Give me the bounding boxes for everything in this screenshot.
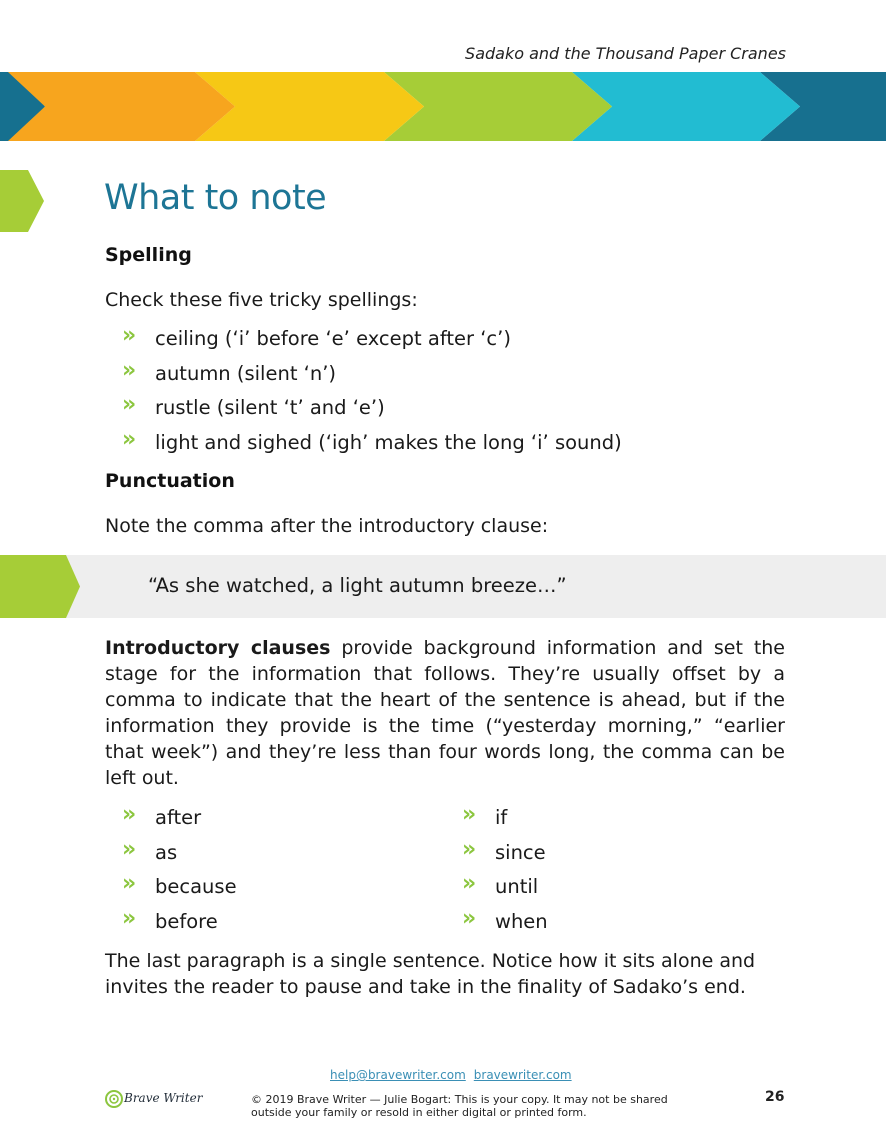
quote-arrow-tab (0, 555, 80, 618)
word-list-right (462, 802, 762, 944)
chevron-bullet-icon: » (122, 323, 137, 348)
footer-links (330, 1068, 580, 1082)
chevron-bullet-icon: » (462, 871, 477, 897)
example-quote: “As she watched, a light autumn breeze…” (148, 574, 567, 597)
list-item (462, 836, 762, 875)
brave-writer-logo-icon (104, 1089, 124, 1109)
chevron-bullet-icon: » (462, 802, 477, 827)
chevron-bullet-icon: » (122, 871, 137, 897)
list-item-text: light and sighed (‘igh’ makes the long ‘i’ sound) (155, 431, 622, 455)
chevron-bullet-icon: » (122, 906, 137, 932)
email-link[interactable]: help@bravewriter.com (330, 1068, 466, 1082)
list-item (122, 392, 782, 430)
list-item (122, 906, 422, 944)
list-item-text: rustle (silent ‘t’ and ‘e’) (155, 396, 385, 420)
copyright-notice: © 2019 Brave Writer — Julie Bogart: This is your copy. It may not be shared outside your family or resold in either digital or printed form. (251, 1093, 668, 1119)
list-item (462, 802, 762, 840)
word-list-left (122, 802, 422, 944)
chevron-bullet-icon: » (462, 906, 477, 932)
list-item-text: before (155, 910, 218, 934)
punctuation-heading: Punctuation (105, 470, 235, 492)
list-item-text: because (155, 875, 237, 899)
chevron-bullet-icon: » (122, 427, 137, 453)
list-item-text: when (495, 910, 548, 934)
list-item (122, 871, 422, 909)
list-item (122, 836, 422, 875)
paragraph-body: provide background information and set the stage for the information that follows. They’re usually offset by a comma to indicate that the heart of the sentence is ahead, but if the information they provide is the time (“yesterday morning,” “earlier that week”) and they’re less than four words long, the comma can be left out. (105, 637, 785, 789)
spelling-list (122, 323, 782, 465)
list-item (122, 323, 782, 361)
closing-paragraph: The last paragraph is a single sentence. Notice how it sits alone and invites the reader to pause and take in the finality of Sadako’s end. (105, 950, 756, 998)
list-item-text: until (495, 875, 539, 899)
list-item-text: ceiling (‘i’ before ‘e’ except after ‘c’) (155, 327, 511, 350)
list-item (462, 906, 762, 944)
running-title: Sadako and the Thousand Paper Cranes (465, 44, 786, 63)
header-banner (0, 72, 886, 141)
spelling-intro: Check these five tricky spellings: (105, 289, 418, 311)
chevron-bullet-icon: » (122, 357, 137, 383)
punctuation-intro: Note the comma after the introductory clause: (105, 515, 549, 537)
chevron-bullet-icon: » (462, 836, 477, 862)
side-tab-arrow (0, 170, 44, 232)
page-title: What to note (104, 178, 327, 218)
chevron-bullet-icon: » (122, 802, 137, 827)
chevron-bullet-icon: » (122, 836, 137, 862)
list-item-text: since (495, 840, 546, 864)
brave-writer-logo-text: Brave Writer (124, 1091, 203, 1105)
bold-term: Introductory clauses (105, 637, 331, 659)
list-item (122, 802, 422, 840)
list-item-text: if (495, 806, 508, 829)
website-link[interactable]: bravewriter.com (473, 1068, 572, 1082)
list-item-text: after (155, 806, 202, 829)
list-item-text: as (155, 840, 178, 864)
list-item (462, 871, 762, 909)
page-number: 26 (765, 1089, 785, 1105)
list-item-text: autumn (silent ‘n’) (155, 361, 337, 385)
list-item (122, 357, 782, 396)
list-item (122, 427, 782, 465)
introductory-clauses-paragraph (105, 635, 785, 791)
spelling-heading: Spelling (105, 244, 192, 266)
chevron-bullet-icon: » (122, 392, 137, 418)
